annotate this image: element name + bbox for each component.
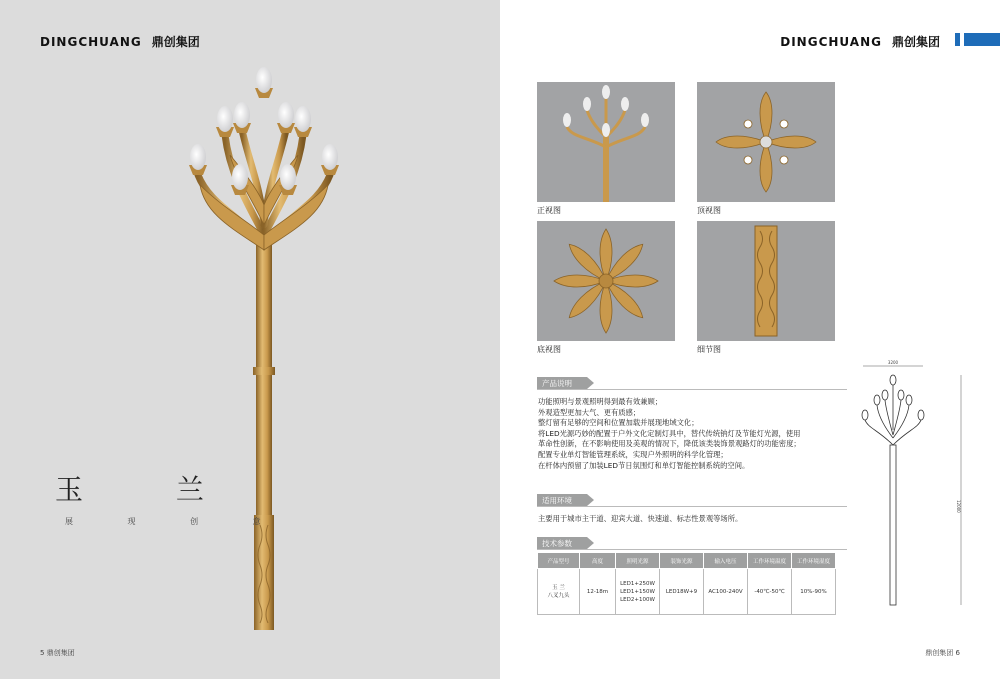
brand-en: DINGCHUANG [40, 35, 142, 49]
right-brand [780, 33, 940, 50]
spec-lighting: LED1+250W LED1+150W LED2+100W [616, 569, 660, 615]
spec-model: 玉 兰 八叉九头 [538, 569, 580, 615]
desc-line: 在杆体内预留了加装LED节日氛围灯和单灯智能控制系统的空间。 [538, 460, 750, 470]
spec-col-header: 产品型号 [538, 553, 580, 569]
spec-row [538, 569, 836, 615]
brand-accent-bar [964, 33, 1000, 46]
section-rule [537, 389, 847, 390]
magnolia-lamp-illustration [180, 55, 350, 635]
dimension-drawing [853, 360, 973, 610]
brand-cn: 鼎创集团 [151, 35, 200, 49]
specs-heading: 技术参数 [537, 537, 587, 550]
desc-line: 功能照明与景观照明得到最有效兼顾； [538, 397, 663, 406]
bottom-view-image [537, 221, 675, 341]
top-view-label: 顶视图 [697, 206, 721, 215]
spec-col-header: 照明光源 [616, 553, 660, 569]
top-view-image [697, 82, 835, 202]
height-dimension: 12000 [956, 500, 961, 513]
product-title: 玉 兰 [55, 473, 246, 506]
spec-humidity: 10%-90% [792, 569, 836, 615]
desc-line: 革命性创新，在不影响使用及美观的情况下，降低该类装饰景观路灯的功能密度； [538, 439, 801, 449]
width-dimension: 3200 [887, 360, 899, 365]
desc-line: 外观造型更加大气、更有质感； [538, 407, 641, 417]
product-subtitle: 展 现 创 意 [65, 517, 287, 526]
spec-decor: LED18W+9 [660, 569, 704, 615]
detail-view-image [697, 221, 835, 341]
spec-col-header: 工作环境温度 [748, 553, 792, 569]
product-description-text [538, 397, 838, 471]
footer-brand: 鼎创集团 [925, 649, 954, 657]
right-page-footer [925, 648, 960, 658]
left-brand [40, 33, 200, 50]
spec-table [537, 552, 836, 615]
application-text: 主要用于城市主干道、迎宾大道、快速道、标志性景观等场所。 [538, 514, 743, 523]
footer-brand: 鼎创集团 [46, 649, 75, 657]
application-heading: 适用环境 [537, 494, 587, 507]
left-page-footer [40, 648, 75, 658]
desc-line: 整灯留有足够的空间和位置加载并展现地域文化； [538, 418, 699, 428]
spec-height: 12-18m [580, 569, 616, 615]
product-description-heading: 产品说明 [537, 377, 587, 390]
spec-col-header: 装饰光源 [660, 553, 704, 569]
spec-col-header: 工作环境湿度 [792, 553, 836, 569]
detail-view-label: 细节图 [697, 345, 721, 354]
section-rule [537, 549, 847, 550]
brand-cn: 鼎创集团 [891, 35, 940, 49]
page-number: 5 [40, 649, 45, 657]
right-page [500, 0, 1000, 679]
front-view-image [537, 82, 675, 202]
spec-voltage: AC100-240V [704, 569, 748, 615]
desc-line: 将LED光源巧妙的配置于户外文化定制灯具中，替代传统钠灯及节能灯光源，使用 [538, 428, 801, 438]
spec-col-header: 高度 [580, 553, 616, 569]
spec-temp: -40℃-50℃ [748, 569, 792, 615]
product-title-block [55, 468, 287, 527]
brand-en: DINGCHUANG [780, 35, 882, 49]
bottom-view-label: 底视图 [537, 345, 561, 354]
page-number: 6 [955, 649, 960, 657]
front-view-label: 正视图 [537, 206, 561, 215]
section-rule [537, 506, 847, 507]
spec-col-header: 输入电压 [704, 553, 748, 569]
desc-line: 配置专业单灯智能管理系统，实现户外照明的科学化管理； [538, 449, 728, 459]
spec-header-row [538, 553, 836, 569]
